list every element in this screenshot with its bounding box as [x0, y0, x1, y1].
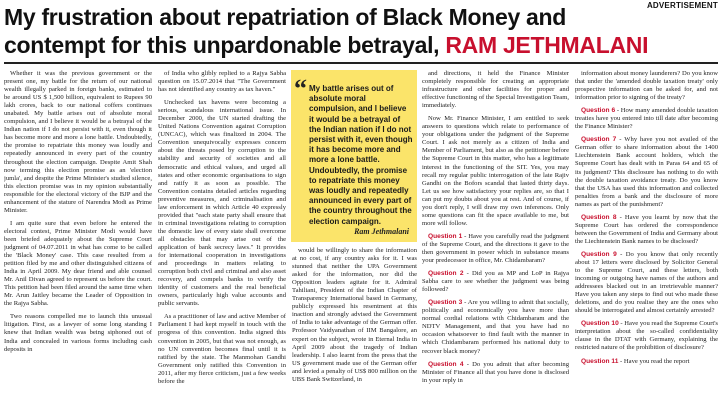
- article-column-2: [158, 70, 286, 400]
- question-text: - Do you know that only recently about 17 letters were disclosed by Solicitor General to the Supreme Court, and these letters, both incoming or outgoing have names of the authors and addressees blacked out in an irretrievable manner? Have you taken any steps to find out who made these deletions, and do you realise they are the ones who should be interrogated and almost certainly arrested?: [575, 250, 718, 315]
- pull-quote-box: [291, 70, 417, 242]
- question-text: - Did you as MP and LoP in Rajya Sabha care to see whether the judgment was being followed?: [422, 270, 569, 294]
- headline: [4, 3, 664, 59]
- question-item: [422, 233, 569, 265]
- question-text: - Have you learnt by now that the Supreme Court has ordered the correspondence between the Government of India and Germany about the Liechtenstein Bank names to be disclosed?: [575, 213, 718, 245]
- headline-author: RAM JETHMALANI: [445, 32, 649, 58]
- question-item: [575, 320, 718, 352]
- paragraph: I am quite sure that even before he entered the electoral contest, Prime Minister Modi would have been briefed adequately about the Supreme Court judgment of 04.07.2011 in what has come to be called the 'Black Money' case. This case resulted from a petition filed by me and other distinguished citizens of India in April 2009. My dear friend and able counsel Mr. Anil Divan agreed to represent us before the court. This petition had been filed around the same time when Mr. Arun Jaitley became the Leader of Opposition in the Rajya Sabha.: [4, 219, 152, 308]
- question-label: Question 1: [428, 232, 463, 240]
- question-item: [575, 358, 718, 366]
- article-column-4: [422, 70, 569, 400]
- question-text: - Why have you not availed of the German offer to share information about the 1400 Liechtenstein Bank account holders, which the Supreme Court has dealt with in Paras 64 and 65 of its judgment? This disclosure has nothing to do with the double taxation avoidance treaty. Do you know that the USA has used this information and collected penalties from a bank and the disclosure of more names as part of the punishment?: [575, 136, 718, 208]
- question-item: [575, 251, 718, 315]
- article-column-1: [4, 70, 152, 400]
- paragraph: would be willingly to share the information at no cost, if any country asks for it. I was stunned that neither the UPA Government asked for the information, nor did the Opposition leaders agitate for it. Admiral Tahiliani, President of the Indian Chapter of Transparency International based in Germany, publicly expressed his resentment at this inaction and strongly advised the Government of India to take advantage of the German offer. Professor Vaidyanathan of IIM Bangalore, an expert on the subject, wrote in Eternal India in April 2009 about the tragedy of Indian leadership. I also learnt from the press that the US government made use of the German offer and levied a penalty of US$ 800 million on the UBS Bank Switzerland, in: [292, 247, 417, 383]
- headline-text: My frustration about repatriation of Black Money and contempt for this unpardonable betrayal,: [4, 4, 567, 58]
- question-text: - Have you read the report: [620, 357, 690, 365]
- question-label: Question 10: [581, 320, 619, 328]
- question-label: Question 4: [428, 360, 464, 368]
- question-item: [422, 299, 569, 355]
- question-text: - Do you admit that after becoming Minister of Finance all that you have done is disclosed in your reply in: [422, 360, 569, 384]
- headline-divider: [4, 62, 718, 64]
- paragraph: Whether it was the previous government or the present one, my battle for the return of our national wealth illegally parked in foreign banks, estimated to be around US $ 1,500 billion, equivalent to Rupees 90 lakh crores, back to our national coffers continues unabated. My battle arises out of absolute moral compulsion, and I believe it would be a betrayal of the Indian nation if I do not persist with it, even though it has become more and more a lone battle. Undoubtedly, the promise to repatriate this money was loudly and repeatedly announced in every part of the country throughout the election campaign. Despite Amit Shah now terming this election promise as an 'election jumla', and despite the Prime Minister's studied silence, this election promise was in my opinion substantially responsible for the electoral victory of the BJP and the enhancement of the stature of Narendra Modi as Prime Minister.: [4, 70, 152, 214]
- paragraph: Two reasons compelled me to launch this unusual litigation. First, as a lawyer of some long standing I knew that Indian wealth was being siphoned out of India and concealed in various forms including cash deposits in: [4, 313, 152, 353]
- paragraph: information about money launderers? Do you know that under the 'amended double taxation treaty' only prospective information can be asked for, and not information prior to signing of the treaty?: [575, 70, 718, 102]
- article-column-3: [292, 247, 417, 400]
- question-item: [575, 136, 718, 208]
- article-column-5: [575, 70, 718, 400]
- question-label: Question 8: [581, 213, 617, 221]
- question-label: Question 9: [581, 250, 617, 258]
- question-label: Question 2: [428, 270, 464, 278]
- advertisement-tag: ADVERTISEMENT: [646, 1, 718, 10]
- question-item: [575, 107, 718, 131]
- question-label: Question 11: [581, 357, 619, 365]
- question-item: [422, 270, 569, 294]
- quote-mark-icon: “: [294, 74, 307, 103]
- question-item: [575, 214, 718, 246]
- paragraph: Now Mr. Finance Minister, I am entitled to seek answers to questions which relate to performance of your obligations under the judgment of the Supreme Court. I ask not merely as a citizen of India and Member of Parliament, but also as the petitioner before the Supreme Court in this matter, who has a legitimate interest in the functioning of the SIT. Yes, you may recall my regular public interrogation of the late Rajiv Gandhi on the Bofors scandal that lasted thirty days. Let us see how satisfactory your replies are, so that I can put my doubts about you at rest. And of course, if you don't reply, I will draw my own inferences. Only some questions can fit the space available to me, but more will follow.: [422, 115, 569, 227]
- question-item: [422, 361, 569, 385]
- paragraph: and directions, it held the Finance Minister completely responsible for creating an appropriate infrastructure and other facilities for proper and effective functioning of the Special Investigation Team, immediately.: [422, 70, 569, 110]
- question-text: - Have you carefully read the judgment of the Supreme Court, and the directions it gave to the then government in power which in substance means your predecessor in office, Mr. Chidambaram?: [422, 232, 569, 265]
- question-text: - Have you read the Supreme Court's interpretation about the so-called confidentiality clause in the DTAT with Germany, explaining the restricted nature of the prohibition of disclosure?: [575, 320, 718, 352]
- pull-quote-text: My battle arises out of absolute moral compulsion, and I believe it would be a betrayal of the Indian nation if I do not persist with it, even though it has become more and more a lone battle. Undoubtedly, the promise to repatriate this money was loudly and repeatedly announced in every part of the country throughout the election campaign.: [309, 84, 413, 226]
- question-text: - How many amended double taxation treaties have you entered into till date after becoming the Finance Minister?: [575, 107, 718, 131]
- paragraph: Unchecked tax havens were becoming a serious, scandalous international issue. In December 2000, the UN started drafting the United Nations Convention against Corruption (UNCAC), which was finalized in 2004. The Convention unequivocally expresses concern about the threats posed by corruption to the stability and security of societies and all democratic and ethical values, and urged all states and other economic organisations to sign and ratify it as soon as possible. The Convention contains detailed articles regarding preventive measures, and criminalisation and law enforcement in which Article 40 expressly provided that "each state party shall ensure that in criminal investigations relating to corruption the domestic law of every state shall overcome all obstacles that may arise out of the application of bank secrecy laws." It provides for international cooperation in investigations and proceedings in matters relating to corruption both civil and criminal and also asset recovery, and compels banks to verify the identity of customers and the real beneficial owners, particularly high value accounts and public servants.: [158, 99, 286, 308]
- question-label: Question 6: [581, 107, 616, 115]
- question-label: Question 7: [581, 136, 617, 144]
- pull-quote-signature: Ram Jethmalani: [354, 227, 409, 236]
- paragraph: As a practitioner of law and active Member of Parliament I had kept myself in touch with the progress of this convention. India signed this convention in 2005, but that was not enough, as no UN convention becomes final until it is ratified by the state. The Manmohan Gandhi Government only ratified this Convention in 2011, after my fierce criticism, just a few weeks before the: [158, 313, 286, 385]
- paragraph: of India who glibly replied to a Rajya Sabha question on 15.07.2014 that "The Government has not identified any country as tax haven.": [158, 70, 286, 94]
- question-label: Question 3: [428, 299, 463, 307]
- question-text: - Are you willing to admit that socially, politically and economically you have more than normal cordial relations with Chidambaram and the NDTV Management, and that you have had no occasion whatsoever to find fault with the manner in which Chidambaram performed his national duty to recover black money?: [422, 299, 569, 355]
